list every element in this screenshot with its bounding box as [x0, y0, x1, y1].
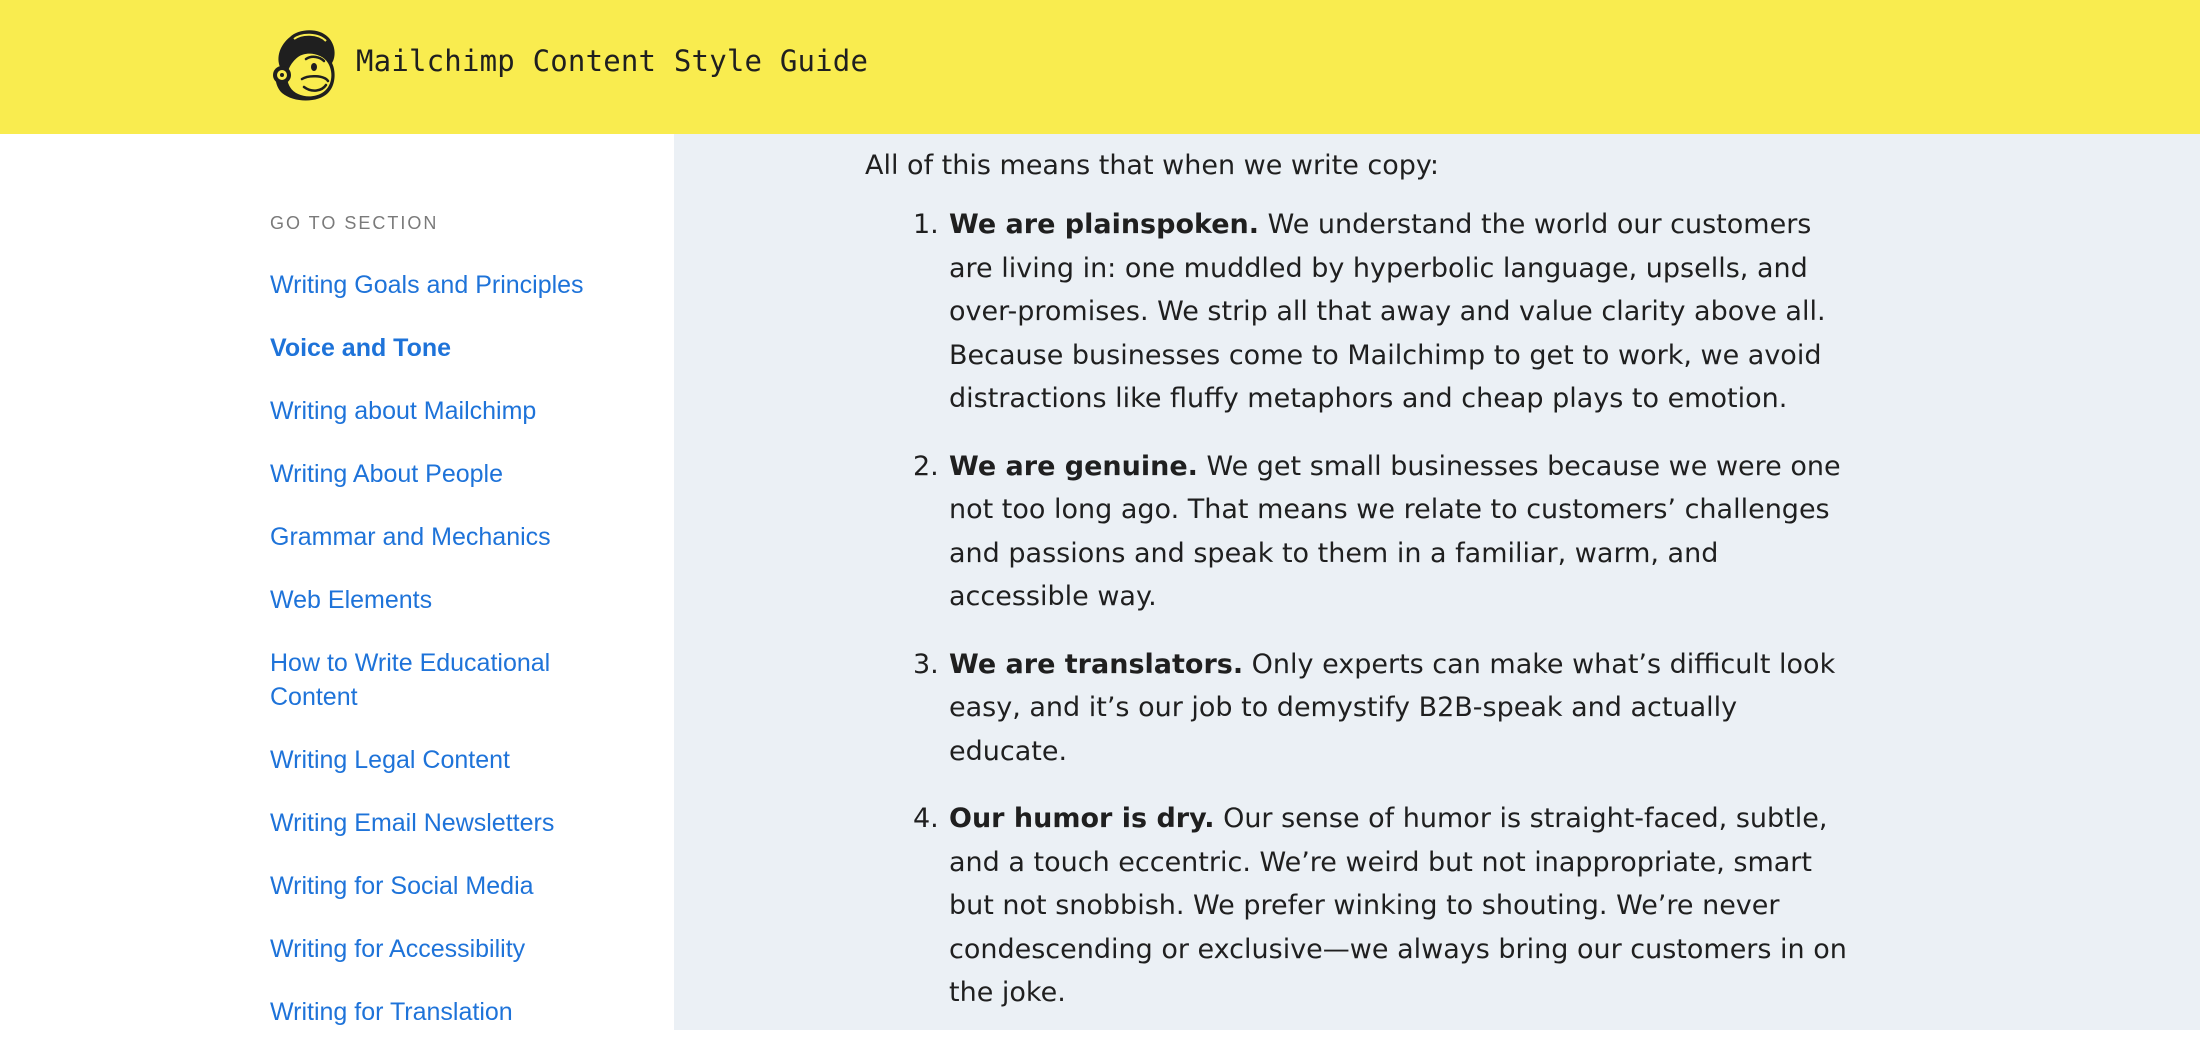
point-lead: Our humor is dry. — [949, 803, 1215, 834]
sidebar-item-writing-about-people[interactable]: Writing About People — [270, 460, 504, 488]
sidebar-item-educational-content[interactable]: How to Write Educational Content — [270, 649, 551, 711]
voice-points-list — [865, 203, 1865, 1015]
site-header — [0, 0, 2200, 134]
main-content — [674, 134, 2200, 1030]
section-nav — [270, 268, 630, 1058]
go-to-section-label: GO TO SECTION — [270, 213, 439, 233]
list-number: 4. — [913, 803, 939, 834]
point-text: We understand the world our customers are living in: one muddled by hyperbolic language, upsells, and over-promises. We strip all that away and value clarity above all. Because businesses come to Mailchimp to get to work, we avoid distractions like fluffy metaphors and cheap plays to emotion. — [949, 209, 1826, 414]
point-lead: We are plainspoken. — [949, 209, 1260, 240]
list-item — [865, 797, 1865, 1015]
site-title[interactable]: Mailchimp Content Style Guide — [356, 44, 869, 78]
sidebar-item-voice-and-tone[interactable]: Voice and Tone — [270, 334, 452, 362]
list-number: 3. — [913, 648, 939, 680]
list-item — [865, 445, 1865, 619]
sidebar-item-writing-legal-content[interactable]: Writing Legal Content — [270, 746, 510, 774]
list-item — [865, 643, 1865, 774]
list-item — [865, 203, 1865, 421]
point-text: Only experts can make what’s difficult look easy, and it’s our job to demystify B2B-speak and actually educate. — [949, 648, 1836, 767]
list-number: 1. — [913, 209, 939, 240]
sidebar-item-writing-for-social-media[interactable]: Writing for Social Media — [270, 872, 534, 900]
article-body — [865, 148, 1865, 1039]
sidebar-item-web-elements[interactable]: Web Elements — [270, 586, 433, 614]
sidebar-item-writing-goals-and-principles[interactable]: Writing Goals and Principles — [270, 271, 584, 299]
sidebar-item-grammar-and-mechanics[interactable]: Grammar and Mechanics — [270, 523, 551, 551]
list-number: 2. — [913, 450, 939, 482]
point-text: We get small businesses because we were one not too long ago. That means we relate to customers’ challenges and passions and speak to them in a familiar, warm, and accessible way. — [949, 450, 1841, 612]
point-text: Our sense of humor is straight-faced, subtle, and a touch eccentric. We’re weird but not inappropriate, smart but not snobbish. We prefer winking to shouting. We’re never condescending or exclusive—we always bring our customers in on the joke. — [949, 803, 1847, 1008]
sidebar — [0, 134, 674, 1030]
sidebar-item-writing-for-accessibility[interactable]: Writing for Accessibility — [270, 935, 526, 963]
point-lead: We are translators. — [949, 648, 1244, 680]
intro-paragraph: All of this means that when we write copy: — [865, 150, 1440, 181]
point-lead: We are genuine. — [949, 450, 1198, 482]
sidebar-item-writing-for-translation[interactable]: Writing for Translation — [270, 998, 513, 1026]
freddie-chimp-logo-icon[interactable] — [268, 27, 340, 103]
sidebar-item-writing-email-newsletters[interactable]: Writing Email Newsletters — [270, 809, 555, 837]
sidebar-item-writing-about-mailchimp[interactable]: Writing about Mailchimp — [270, 397, 537, 425]
